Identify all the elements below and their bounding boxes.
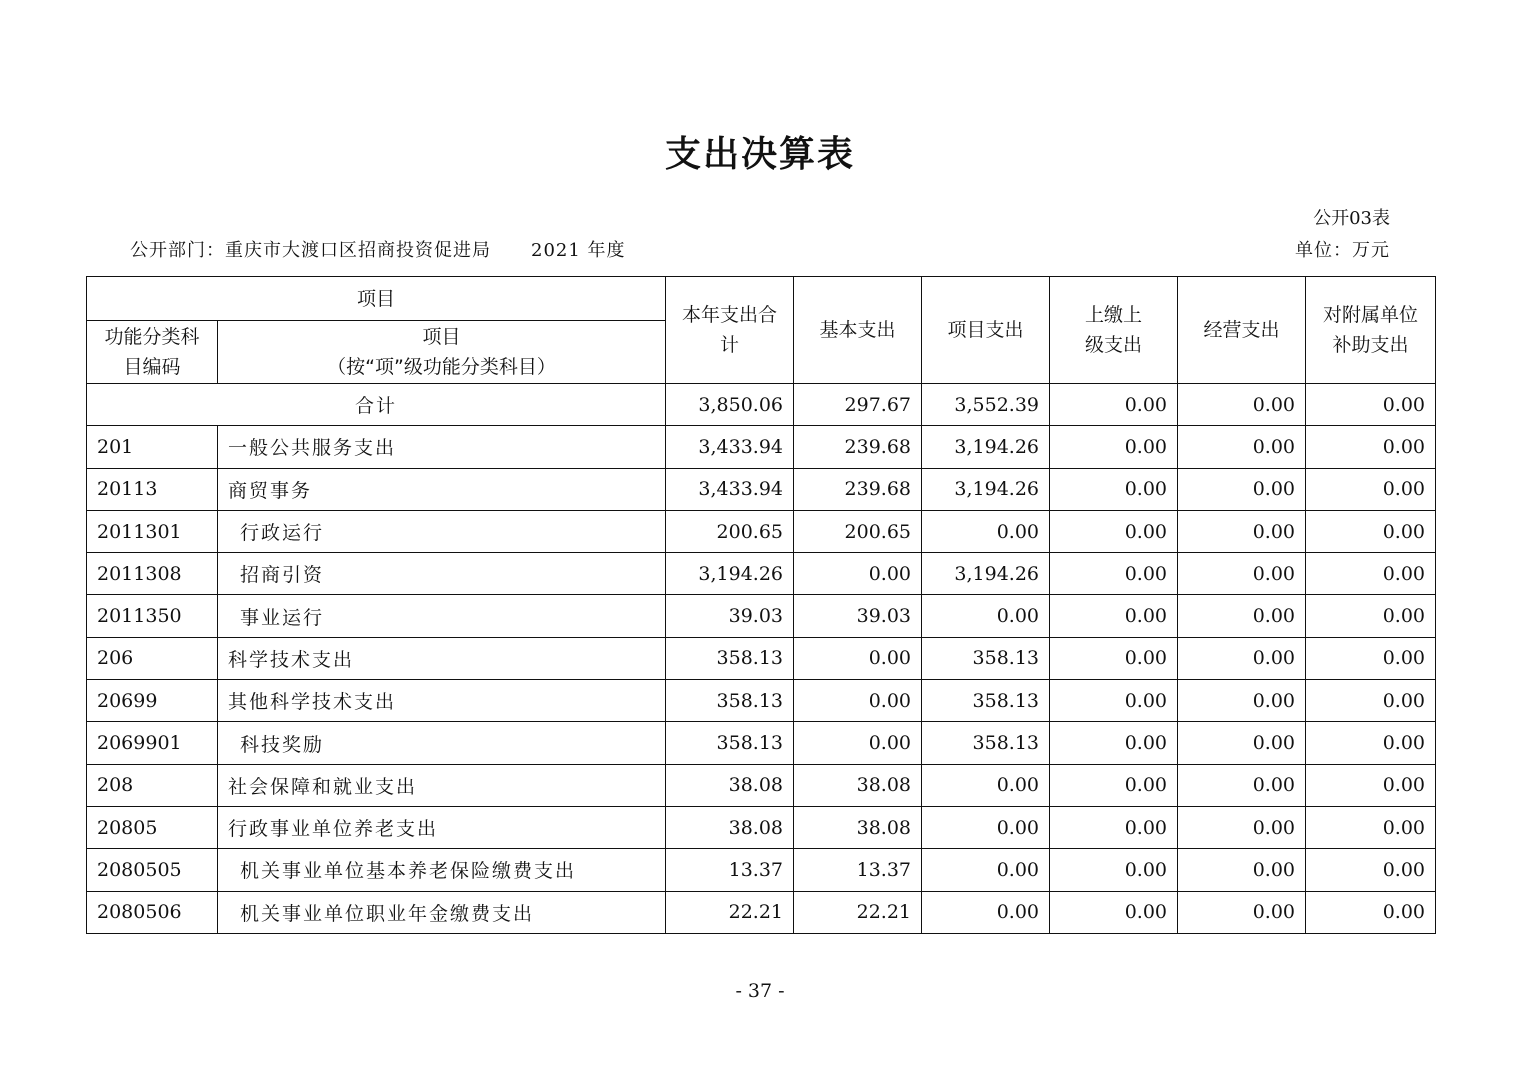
row-value: 0.00 (1178, 468, 1306, 510)
row-value: 0.00 (1050, 595, 1178, 637)
row-value: 0.00 (1306, 680, 1436, 722)
row-value: 3,194.26 (922, 553, 1050, 595)
row-name: 商贸事务 (218, 468, 666, 510)
table-row (87, 849, 1436, 891)
header-total: 本年支出合计 (666, 277, 794, 384)
row-name: 机关事业单位职业年金缴费支出 (218, 891, 666, 933)
header-business: 经营支出 (1178, 277, 1306, 384)
row-name: 事业运行 (218, 595, 666, 637)
row-name: 行政运行 (218, 510, 666, 552)
header-code: 功能分类科目编码 (87, 321, 218, 384)
row-value: 0.00 (1306, 595, 1436, 637)
row-value: 358.13 (666, 637, 794, 679)
row-value: 0.00 (1306, 637, 1436, 679)
row-value: 0.00 (1306, 849, 1436, 891)
header-project-group: 项目 (87, 277, 666, 321)
row-value: 0.00 (1050, 553, 1178, 595)
page-title: 支出决算表 (664, 134, 855, 175)
table-row (87, 722, 1436, 764)
row-value: 0.00 (922, 595, 1050, 637)
department-line (130, 236, 626, 262)
row-value: 0.00 (1306, 510, 1436, 552)
row-code: 20699 (87, 680, 218, 722)
row-value: 0.00 (1178, 849, 1306, 891)
table-row (87, 553, 1436, 595)
row-value: 3,433.94 (666, 426, 794, 468)
total-cell: 0.00 (1050, 384, 1178, 426)
row-value: 0.00 (1050, 510, 1178, 552)
row-value: 0.00 (1178, 595, 1306, 637)
row-code: 206 (87, 637, 218, 679)
page-number: - 37 - (735, 980, 785, 1002)
row-code: 2011301 (87, 510, 218, 552)
row-value: 38.08 (666, 764, 794, 806)
row-value: 0.00 (1178, 680, 1306, 722)
department-label: 公开部门：重庆市大渡口区招商投资促进局 (130, 240, 491, 261)
row-code: 201 (87, 426, 218, 468)
row-value: 0.00 (1178, 891, 1306, 933)
header-project: 项目支出 (922, 277, 1050, 384)
row-value: 0.00 (794, 680, 922, 722)
expenditure-table (86, 276, 1436, 934)
table-row (87, 468, 1436, 510)
row-value: 0.00 (1178, 806, 1306, 848)
row-code: 2080505 (87, 849, 218, 891)
row-value: 0.00 (922, 849, 1050, 891)
header-basic: 基本支出 (794, 277, 922, 384)
total-cell: 297.67 (794, 384, 922, 426)
row-value: 38.08 (666, 806, 794, 848)
unit-label: 单位：万元 (1295, 240, 1390, 261)
row-value: 0.00 (1306, 468, 1436, 510)
total-cell: 0.00 (1178, 384, 1306, 426)
row-value: 358.13 (666, 722, 794, 764)
row-code: 20805 (87, 806, 218, 848)
row-code: 2069901 (87, 722, 218, 764)
row-value: 0.00 (1050, 468, 1178, 510)
row-name: 一般公共服务支出 (218, 426, 666, 468)
row-name: 机关事业单位基本养老保险缴费支出 (218, 849, 666, 891)
row-value: 0.00 (922, 764, 1050, 806)
row-value: 3,194.26 (922, 468, 1050, 510)
row-value: 0.00 (1050, 722, 1178, 764)
row-value: 3,194.26 (922, 426, 1050, 468)
row-name: 其他科学技术支出 (218, 680, 666, 722)
row-value: 0.00 (1050, 637, 1178, 679)
row-value: 239.68 (794, 426, 922, 468)
row-value: 239.68 (794, 468, 922, 510)
row-code: 2011350 (87, 595, 218, 637)
row-value: 22.21 (666, 891, 794, 933)
row-value: 0.00 (1306, 891, 1436, 933)
row-value: 0.00 (1306, 553, 1436, 595)
row-value: 3,433.94 (666, 468, 794, 510)
row-value: 39.03 (666, 595, 794, 637)
row-name: 招商引资 (218, 553, 666, 595)
row-code: 20113 (87, 468, 218, 510)
row-value: 358.13 (922, 637, 1050, 679)
row-value: 13.37 (666, 849, 794, 891)
row-code: 2011308 (87, 553, 218, 595)
table-row (87, 595, 1436, 637)
row-name: 社会保障和就业支出 (218, 764, 666, 806)
row-value: 0.00 (922, 510, 1050, 552)
total-cell: 3,850.06 (666, 384, 794, 426)
header-upper: 上缴上级支出 (1050, 277, 1178, 384)
row-value: 0.00 (794, 637, 922, 679)
row-value: 39.03 (794, 595, 922, 637)
row-value: 0.00 (1306, 806, 1436, 848)
row-value: 0.00 (1178, 426, 1306, 468)
row-value: 0.00 (1050, 680, 1178, 722)
row-name: 科学技术支出 (218, 637, 666, 679)
row-value: 358.13 (922, 722, 1050, 764)
row-value: 0.00 (1050, 806, 1178, 848)
row-value: 38.08 (794, 764, 922, 806)
row-value: 200.65 (794, 510, 922, 552)
row-value: 358.13 (922, 680, 1050, 722)
row-value: 0.00 (1178, 510, 1306, 552)
total-row (87, 384, 1436, 426)
header-subsidy: 对附属单位补助支出 (1306, 277, 1436, 384)
row-value: 13.37 (794, 849, 922, 891)
row-name: 行政事业单位养老支出 (218, 806, 666, 848)
row-value: 0.00 (1178, 553, 1306, 595)
fiscal-year: 2021 年度 (531, 240, 626, 261)
total-cell: 3,552.39 (922, 384, 1050, 426)
row-code: 208 (87, 764, 218, 806)
table-row (87, 680, 1436, 722)
header-name-line1: 项目 (422, 326, 461, 348)
row-value: 38.08 (794, 806, 922, 848)
row-value: 3,194.26 (666, 553, 794, 595)
row-value: 0.00 (1306, 426, 1436, 468)
table-row (87, 637, 1436, 679)
row-value: 200.65 (666, 510, 794, 552)
row-value: 0.00 (1050, 764, 1178, 806)
row-value: 0.00 (922, 806, 1050, 848)
table-row (87, 891, 1436, 933)
table-row (87, 510, 1436, 552)
row-code: 2080506 (87, 891, 218, 933)
row-value: 0.00 (1306, 764, 1436, 806)
total-label: 合计 (87, 384, 666, 426)
header-name-line2: （按“项”级功能分类科目） (327, 356, 556, 378)
row-value: 358.13 (666, 680, 794, 722)
row-value: 0.00 (794, 553, 922, 595)
row-value: 0.00 (1178, 637, 1306, 679)
row-value: 0.00 (1050, 891, 1178, 933)
row-value: 0.00 (1050, 849, 1178, 891)
table-row (87, 426, 1436, 468)
total-cell: 0.00 (1306, 384, 1436, 426)
form-number: 公开03表 (1313, 208, 1390, 229)
row-value: 0.00 (1178, 764, 1306, 806)
row-value: 0.00 (1178, 722, 1306, 764)
header-name (218, 321, 666, 384)
row-name: 科技奖励 (218, 722, 666, 764)
row-value: 0.00 (794, 722, 922, 764)
row-value: 0.00 (922, 891, 1050, 933)
table-row (87, 806, 1436, 848)
table-row (87, 764, 1436, 806)
row-value: 0.00 (1050, 426, 1178, 468)
row-value: 22.21 (794, 891, 922, 933)
row-value: 0.00 (1306, 722, 1436, 764)
